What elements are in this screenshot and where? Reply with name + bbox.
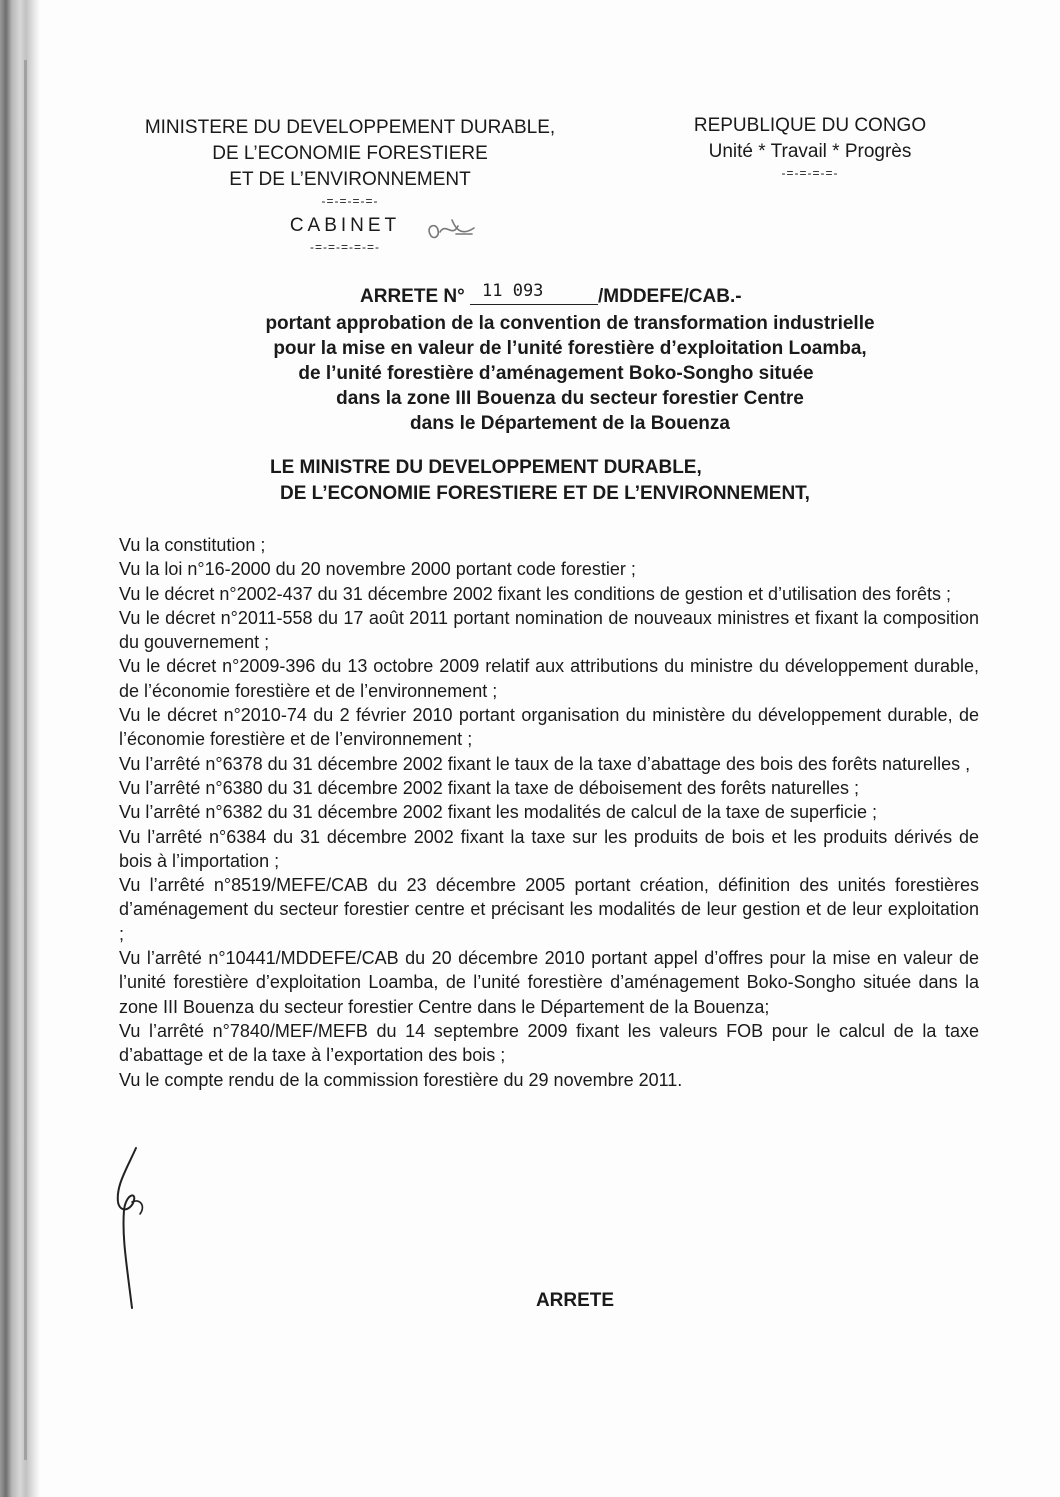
ministry-separator: -=-=-=-=- — [321, 194, 379, 208]
country-motto: Unité * Travail * Progrès — [708, 141, 912, 162]
title-line: de l’unité forestière d’aménagement Boko-Songho située — [298, 363, 814, 384]
scan-edge-line — [24, 60, 27, 1460]
arrete-number-suffix: /MDDEFE/CAB.- — [598, 286, 742, 307]
arrete-number-line — [360, 281, 742, 311]
final-arrete-heading: ARRETE — [535, 1290, 615, 1311]
handwritten-margin-signature — [96, 1140, 156, 1320]
minister-line-1: LE MINISTRE DU DEVELOPPEMENT DURABLE, — [270, 457, 702, 478]
vu-item: Vu l’arrêté n°6380 du 31 décembre 2002 fixant la taxe de déboisement des forêts naturelles ; — [119, 777, 859, 798]
vu-item: Vu l’arrêté n°6378 du 31 décembre 2002 fixant le taux de la taxe d’abattage des bois des forêts naturelles , — [119, 753, 971, 774]
title-line: dans le Département de la Bouenza — [410, 413, 730, 434]
vu-item: Vu le décret n°2011-558 du 17 août 2011 portant nomination de nouveaux ministres et fixant la composition du gouvernement ; — [119, 607, 979, 653]
scan-edge-shadow — [0, 0, 40, 1497]
vu-item: Vu le décret n°2002-437 du 31 décembre 2002 fixant les conditions de gestion et d’utilisation des forêts ; — [119, 583, 952, 604]
minister-heading — [270, 455, 910, 507]
title-line: portant approbation de la convention de transformation industrielle — [265, 313, 875, 334]
cabinet-separator: -=-=-=-=-=- — [309, 240, 380, 254]
title-line: pour la mise en valeur de l’unité forestière d’exploitation Loamba, — [273, 338, 867, 359]
vu-item: Vu l’arrêté n°8519/MEFE/CAB du 23 décembre 2005 portant création, définition des unités forestières d’aménagement du secteur forestier centre et précisant les modalités de leur gestion et de leur exploitation ; — [119, 875, 979, 944]
vu-item: Vu l’arrêté n°10441/MDDEFE/CAB du 20 décembre 2010 portant appel d’offres pour la mise en valeur de l’unité forestière d’exploitation Loamba, de l’unité forestière d’aménagement Boko-Songho située dans la zone III Bouenza du secteur forestier Centre dans le Département de la Bouenza; — [119, 948, 979, 1017]
vu-item: Vu le compte rendu de la commission forestière du 29 novembre 2011. — [119, 1069, 683, 1090]
vu-list — [119, 533, 979, 1092]
vu-item: Vu l’arrêté n°6382 du 31 décembre 2002 fixant les modalités de calcul de la taxe de superficie ; — [119, 802, 877, 823]
vu-item: Vu la loi n°16-2000 du 20 novembre 2000 portant code forestier ; — [119, 559, 636, 580]
vu-item: Vu l’arrêté n°7840/MEF/MEFB du 14 septembre 2009 fixant les valeurs FOB pour le calcul de la taxe d’abattage et de la taxe à l’exportation des bois ; — [119, 1020, 979, 1066]
ministry-line-3: ET DE L’ENVIRONNEMENT — [229, 169, 471, 190]
ministry-line-1: MINISTERE DU DEVELOPPEMENT DURABLE, — [144, 117, 556, 138]
arrete-number-prefix: ARRETE N° — [360, 286, 465, 307]
minister-line-2: DE L’ECONOMIE FORESTIERE ET DE L’ENVIRONNEMENT, — [280, 483, 810, 504]
cabinet-label-block — [265, 213, 425, 255]
republic-header — [660, 113, 960, 181]
vu-item: Vu le décret n°2009-396 du 13 octobre 2009 relatif aux attributions du ministre du développement durable, de l’économie forestière et de l’environnement ; — [119, 656, 979, 701]
country-name: REPUBLIQUE DU CONGO — [693, 115, 927, 136]
handwritten-initials-mark — [422, 212, 482, 248]
arrete-title — [200, 311, 940, 436]
cabinet-label: CABINET — [289, 215, 401, 236]
title-line: dans la zone III Bouenza du secteur forestier Centre — [336, 388, 804, 409]
ministry-line-2: DE L’ECONOMIE FORESTIERE — [212, 143, 488, 164]
ministry-header — [105, 115, 595, 209]
vu-item: Vu le décret n°2010-74 du 2 février 2010 portant organisation du ministère du développement durable, de l’économie forestière et de l’environnement ; — [119, 705, 979, 750]
arrete-number-value: 11 093 — [470, 278, 598, 305]
vu-item: Vu l’arrêté n°6384 du 31 décembre 2002 fixant la taxe sur les produits de bois et les produits dérivés de bois à l’importation ; — [119, 826, 979, 871]
vu-item: Vu la constitution ; — [119, 535, 266, 555]
republic-separator: -=-=-=-=- — [781, 166, 839, 180]
